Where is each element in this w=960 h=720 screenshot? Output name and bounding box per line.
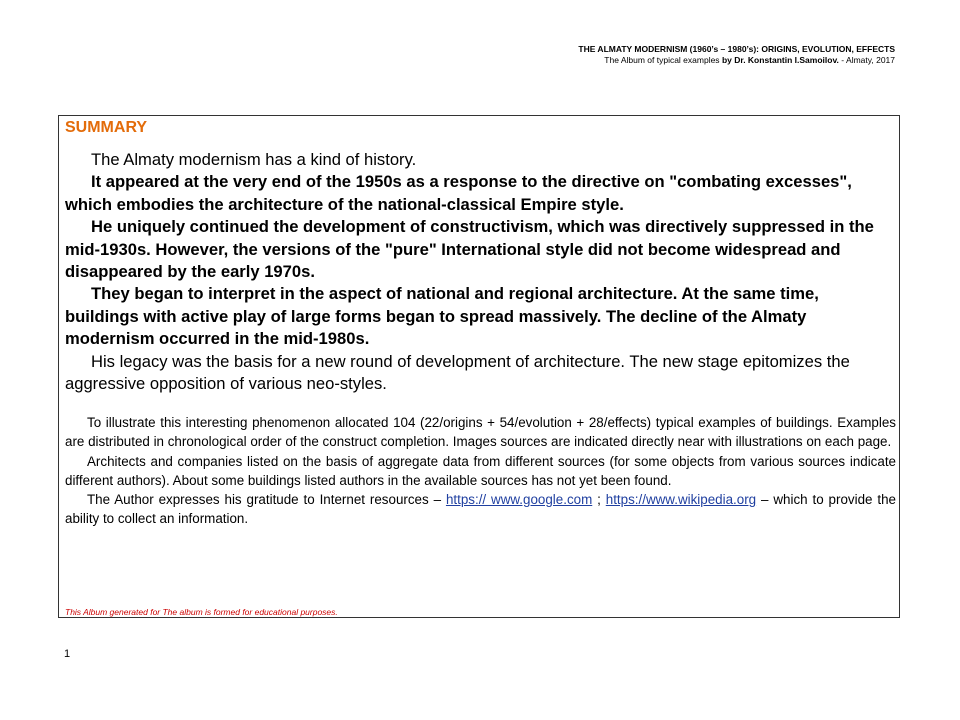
footnote: This Album generated for The album is formed for educational purposes. [65, 607, 338, 617]
gratitude-prefix: The Author expresses his gratitude to Internet resources – [87, 492, 446, 508]
header-sub-suffix: - Almaty, 2017 [841, 55, 895, 65]
google-link[interactable]: https:// www.google.com [445, 492, 593, 508]
notes-paragraph-authors: Architects and companies listed on the basis of aggregate data from different sources (for some objects from various sources indicate different authors). About some buildings listed authors in the available sources has not yet been found. [65, 453, 896, 488]
wikipedia-link[interactable]: https://www.wikipedia.org [605, 492, 757, 508]
header-sub-author: by Dr. Konstantin I.Samoilov. [721, 55, 839, 65]
summary-frame [58, 115, 900, 618]
header-title: THE ALMATY MODERNISM (1960’s – 1980’s): ORIGINS, EVOLUTION, EFFECTS [578, 44, 895, 54]
notes-paragraph-examples: To illustrate this interesting phenomenon allocated 104 (22/origins + 54/evolution + 28/effects) typical examples of buildings. Examples are distributed in chronological order of the construct completion. Images sources are indicated directly near with illustrations on each page. [65, 415, 896, 450]
header-subtitle [578, 55, 895, 66]
summary-paragraph: He uniquely continued the development of constructivism, which was directively suppressed in the mid-1930s. However, the versions of the "pure" International style did not become widespread and disappeared by the early 1970s. [65, 217, 874, 282]
notes-paragraph-gratitude [65, 490, 896, 529]
summary-paragraph: The Almaty modernism has a kind of history. [91, 150, 417, 169]
summary-paragraph: They began to interpret in the aspect of national and regional architecture. At the same time, buildings with active play of large forms began to spread massively. The decline of the Almaty modernism occurred in the mid-1980s. [65, 284, 819, 349]
summary-title: SUMMARY [65, 119, 148, 136]
summary-paragraph: His legacy was the basis for a new round of development of architecture. The new stage epitomizes the aggressive opposition of various neo-styles. [65, 351, 850, 394]
page-header [578, 44, 895, 66]
summary-notes [65, 413, 896, 529]
summary-paragraph: It appeared at the very end of the 1950s as a response to the directive on "combating excesses", which embodies the architecture of the national-classical Empire style. [65, 172, 852, 214]
summary-main-text [65, 149, 893, 395]
gratitude-suffix: – which to provide the ability to collect an information. [65, 492, 896, 527]
page-number: 1 [64, 648, 71, 660]
link-separator: ; [592, 492, 606, 508]
header-sub-prefix: The Album of typical examples [604, 55, 720, 65]
